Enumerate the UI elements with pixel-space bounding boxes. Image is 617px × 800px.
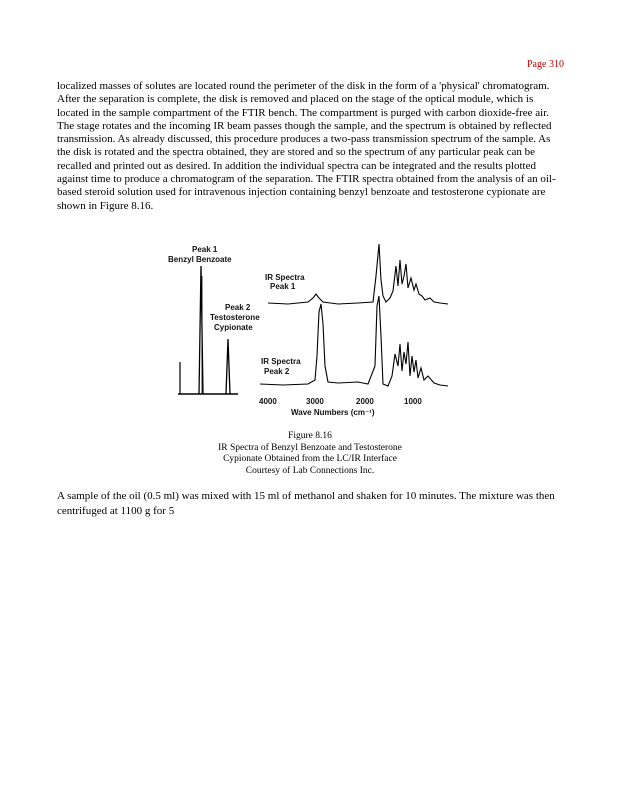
chromatogram	[168, 245, 260, 394]
axis-tick-2000: 2000	[356, 397, 374, 406]
axis-tick-3000: 3000	[306, 397, 324, 406]
peak1-label-line1: Peak 1	[192, 245, 218, 254]
body-paragraph-2: A sample of the oil (0.5 ml) was mixed with 15 ml of methanol and shaken for 10 minutes. The mixture was then centrifuged at 1100 g for 5	[57, 490, 555, 517]
peak2-label-line2: Testosterone	[210, 313, 260, 322]
caption-line-1: IR Spectra of Benzyl Benzoate and Testosterone	[218, 442, 402, 453]
axis-title: Wave Numbers (cm⁻¹)	[291, 408, 375, 417]
body-paragraph-1: localized masses of solutes are located round the perimeter of the disk in the form of a 'physical' chromatogram. After the separation is complete, the disk is removed and placed on the stage of the optical module, which is located in the sample compartment of the FTIR bench. The compartment is purged with carbon dioxide-free air. The stage rotates and the incoming IR beam passes though the sample, and the spectrum is obtained by reflected transmission. As already discussed, this procedure produces a two-pass transmission spectrum of the sample. As the disk is rotated and the spectra obtained, they are stored and so the spectrum of any particular peak can be recalled and printed out as desired. In addition the individual spectra can be integrated and the results plotted against time to produce a chromatogram of the separation. The FTIR spectra obtained from the analysis of an oil-based steroid solution used for intravenous injection containing benzyl benzoate and testosterone cypionate are shown in Figure 8.16.	[57, 80, 556, 212]
ir1-label-line1: IR Spectra	[265, 273, 305, 282]
axis-tick-4000: 4000	[259, 397, 277, 406]
figure-graphic	[168, 236, 458, 420]
ir1-label-line2: Peak 1	[270, 282, 296, 291]
ir-spectrum-peak1	[265, 244, 448, 304]
peak2-label-line1: Peak 2	[225, 303, 251, 312]
caption-title: Figure 8.16	[288, 431, 332, 441]
page-number: Page 310	[527, 59, 564, 70]
caption-line-3: Courtesy of Lab Connections Inc.	[245, 465, 375, 476]
peak1-label-line2: Benzyl Benzoate	[168, 255, 232, 264]
ir-spectrum-peak2	[260, 296, 448, 386]
figure-8-16	[168, 236, 458, 420]
wavenumber-axis	[259, 397, 422, 417]
caption-line-2: Cypionate Obtained from the LC/IR Interface	[223, 454, 397, 465]
ir2-label-line2: Peak 2	[264, 367, 290, 376]
figure-caption	[180, 431, 440, 477]
peak2-label-line3: Cypionate	[214, 323, 253, 332]
ir2-label-line1: IR Spectra	[261, 357, 301, 366]
axis-tick-1000: 1000	[404, 397, 422, 406]
